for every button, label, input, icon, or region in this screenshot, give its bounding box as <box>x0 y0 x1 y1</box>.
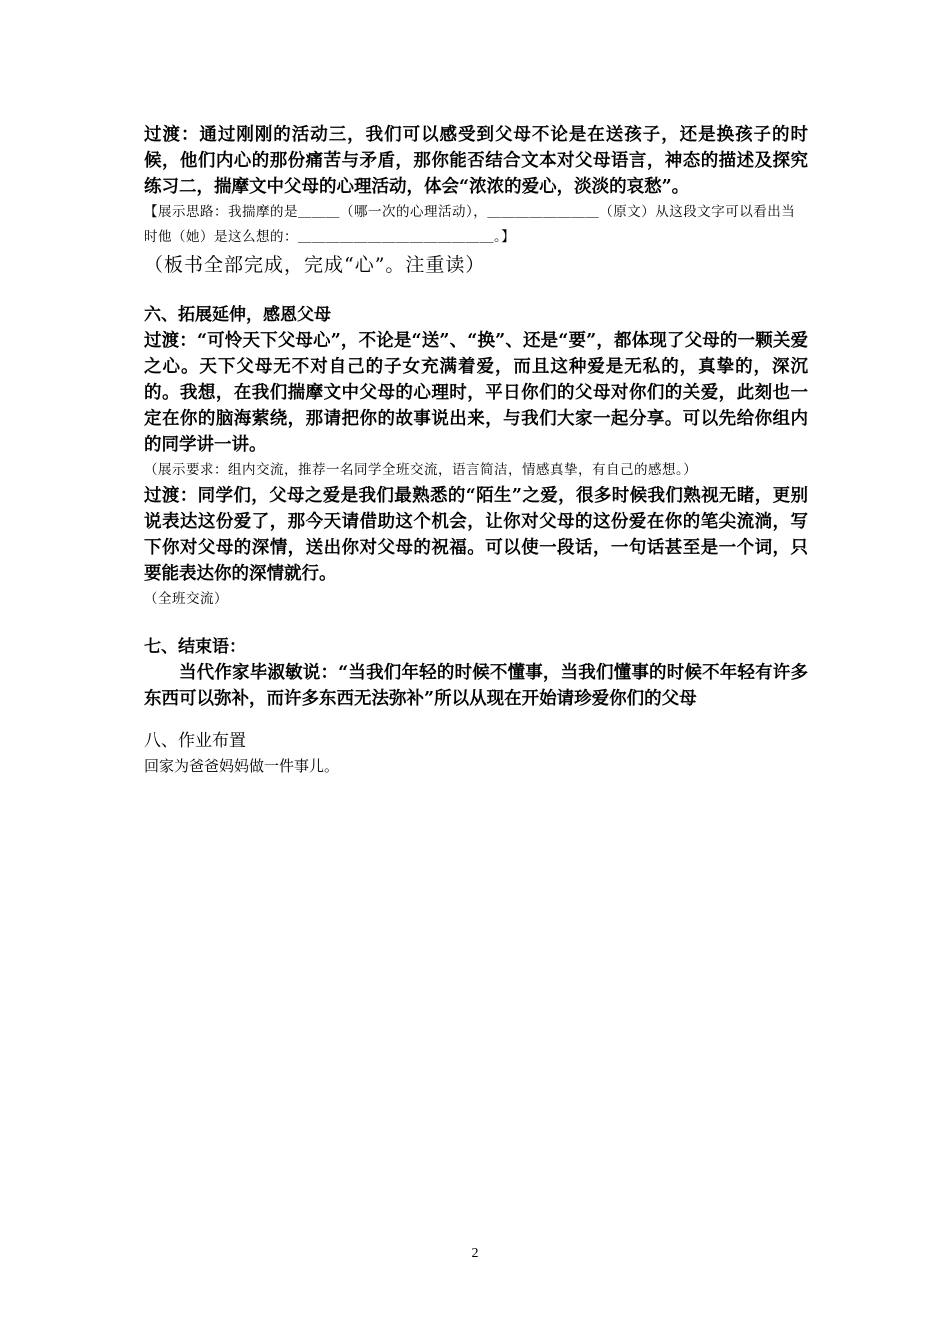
homework-text: 回家为爸爸妈妈做一件事儿。 <box>144 757 340 775</box>
page-number: 2 <box>471 1246 479 1261</box>
section-heading-6: 六、拓展延伸，感恩父母 <box>144 305 331 325</box>
class-exchange-note: （全班交流） <box>144 591 228 607</box>
section-heading-7: 七、结束语： <box>144 637 246 657</box>
board-note: （板书全部完成，完成“心”。注重读） <box>144 254 486 276</box>
hint-text: 【展示思路：我揣摩的是＿＿＿（哪一次的心理活动），＿＿＿＿＿＿＿＿（原文）从这段文字可以看出当时他（她）是这么想的：＿＿＿＿＿＿＿＿＿＿＿＿＿＿。】 <box>144 204 796 245</box>
section-heading-8: 八、作业布置 <box>144 731 246 751</box>
document-page <box>144 122 808 778</box>
display-requirement: （展示要求：组内交流，推荐一名同学全班交流，语言简洁，情感真挚，有自己的感想。） <box>144 462 698 478</box>
transition-paragraph-1: 过渡：通过刚刚的活动三，我们可以感受到父母不论是在送孩子，还是换孩子的时候，他们内心的那份痛苦与矛盾，那你能否结合文本对父母语言，神态的描述及探究练习二，揣摩文中父母的心理活动，体会“浓浓的爱心，淡淡的哀愁”。 <box>144 125 808 197</box>
transition-paragraph-2: 过渡：“可怜天下父母心”，不论是“送”、“换”、还是“要”，都体现了父母的一颗关爱之心。天下父母无不对自己的子女充满着爱，而且这种爱是无私的，真挚的，深沉的。我想，在我们揣摩文中父母的心理时，平日你们的父母对你们的关爱，此刻也一定在你的脑海萦绕，那请把你的故事说出来，与我们大家一起分享。可以先给你组内的同学讲一讲。 <box>144 331 808 455</box>
transition-paragraph-3: 过渡：同学们，父母之爱是我们最熟悉的“陌生”之爱，很多时候我们熟视无睹，更别说表达这份爱了，那今天请借助这个机会，让你对父母的这份爱在你的笔尖流淌，写下你对父母的深情，送出你对父母的祝福。可以使一段话，一句话甚至是一个词，只要能表达你的深情就行。 <box>144 486 808 584</box>
closing-paragraph: 当代作家毕淑敏说：“当我们年轻的时候不懂事，当我们懂事的时候不年轻有许多东西可以弥补，而许多东西无法弥补”所以从现在开始请珍爱你们的父母 <box>144 663 808 709</box>
